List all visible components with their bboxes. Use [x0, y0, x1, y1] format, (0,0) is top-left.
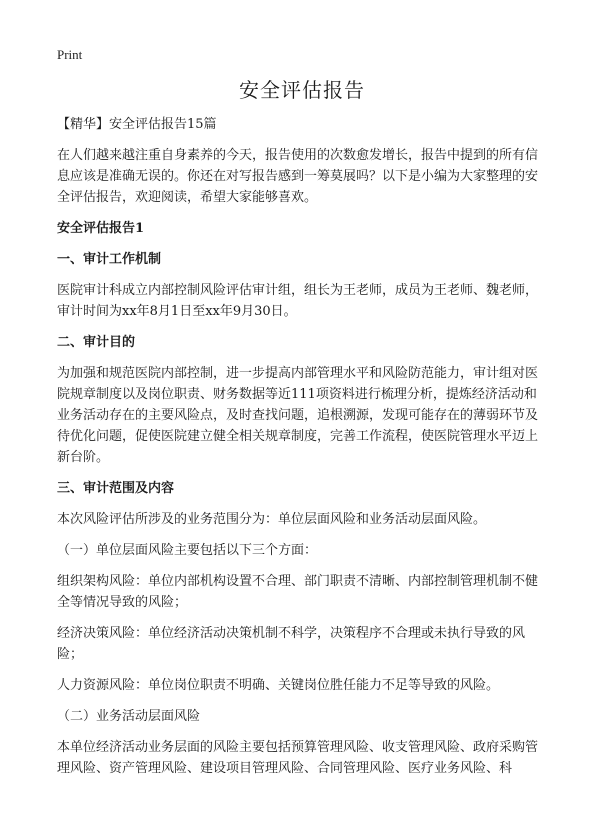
section2-heading: 二、审计目的 — [57, 335, 136, 350]
print-link[interactable]: Print — [57, 47, 83, 62]
document-subtitle: 【精华】安全评估报告15篇 — [57, 117, 217, 132]
intro-paragraph: 在人们越来越注重自身素养的今天，报告使用的次数愈发增长，报告中提到的所有信息应该是准确无误的。你还在对写报告感到一筹莫展吗？以下是小编为大家整理的安全评估报告，欢迎阅读，希望大家能够喜欢。 — [57, 148, 539, 205]
risk-decision: 经济决策风险：单位经济活动决策机制不科学，决策程序不合理或未执行导致的风险； — [57, 626, 526, 662]
risk-organization: 组织架构风险：单位内部机构设置不合理、部门职责不清晰、内部控制管理机制不健全等情况导致的风险； — [57, 574, 539, 610]
document-body — [57, 76, 547, 789]
section1-paragraph: 医院审计科成立内部控制风险评估审计组，组长为王老师，成员为王老师、魏老师，审计时间为xx年8月1日至xx年9月30日。 — [57, 283, 539, 319]
section2-paragraph: 为加强和规范医院内部控制，进一步提高内部管理水平和风险防范能力，审计组对医院规章制度以及岗位职责、财务数据等近111项资料进行梳理分析，提炼经济活动和业务活动存在的主要风险点，及时查找问题，追根溯源，发现可能存在的薄弱环节及待优化问题，促使医院建立健全相关规章制度，完善工作流程，使医院管理水平迈上新台阶。 — [57, 366, 539, 465]
section1-heading: 一、审计工作机制 — [57, 252, 162, 267]
sub1-heading: （一）单位层面风险主要包括以下三个方面： — [57, 543, 318, 558]
sub2-heading: （二）业务活动层面风险 — [57, 709, 201, 724]
business-paragraph: 本单位经济活动业务层面的风险主要包括预算管理风险、收支管理风险、政府采购管理风险、资产管理风险、建设项目管理风险、合同管理风险、医疗业务风险、科 — [57, 740, 539, 776]
section3-paragraph: 本次风险评估所涉及的业务范围分为：单位层面风险和业务活动层面风险。 — [57, 512, 487, 527]
report-heading: 安全评估报告1 — [57, 221, 145, 236]
section3-heading: 三、审计范围及内容 — [57, 481, 175, 496]
risk-human-resources: 人力资源风险：单位岗位职责不明确、关键岗位胜任能力不足等导致的风险。 — [57, 678, 500, 693]
page-title: 安全评估报告 — [239, 78, 365, 102]
